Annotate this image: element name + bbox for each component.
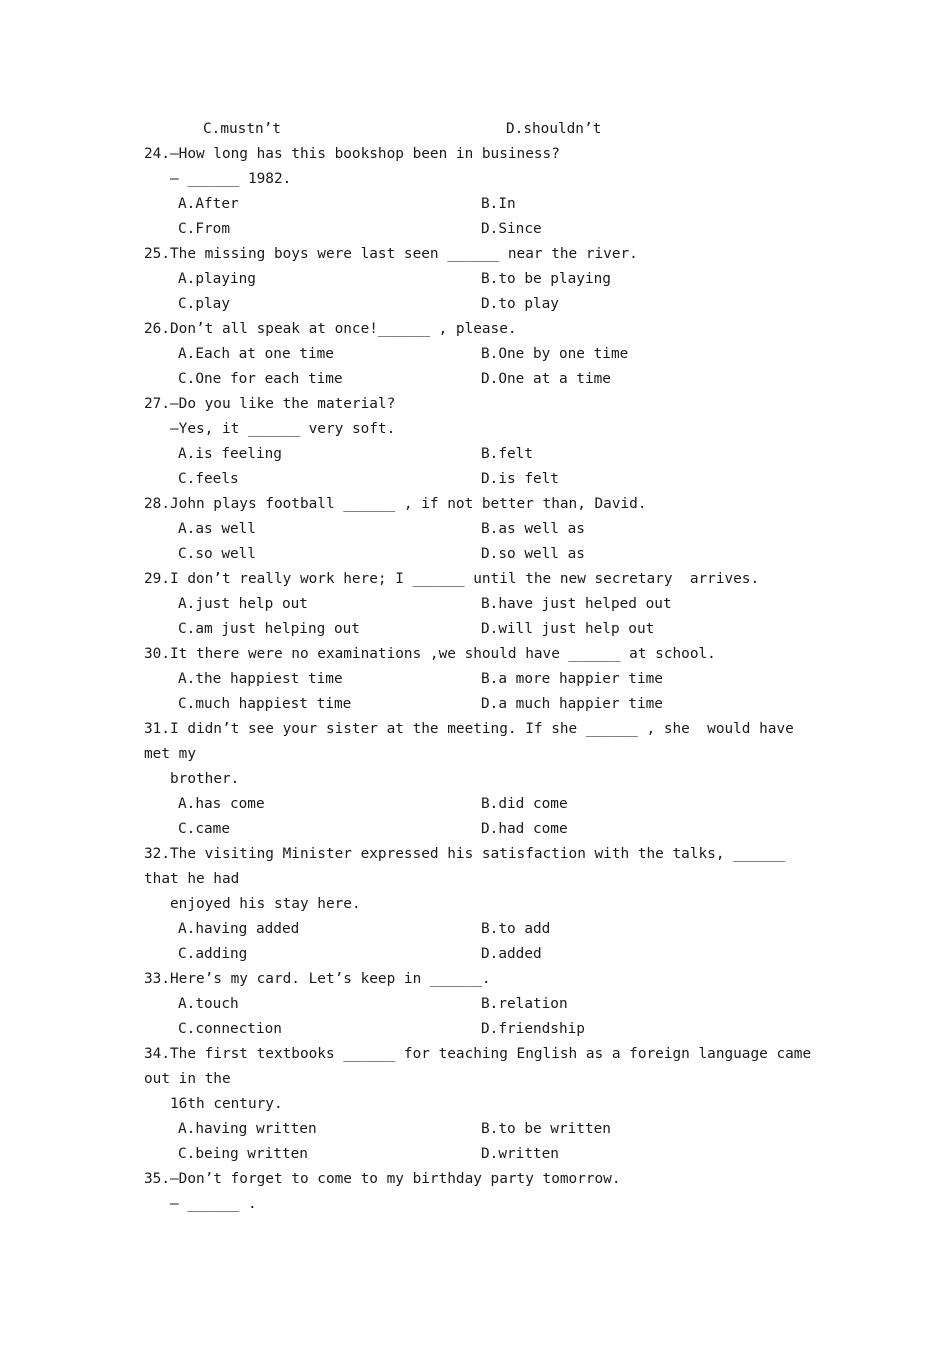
option-right: B.as well as (481, 521, 585, 537)
option-right: B.felt (481, 446, 533, 462)
question-line: 26.Don’t all speak at once!______ , please. (144, 321, 517, 337)
question-line: 33.Here’s my card. Let’s keep in ______. (144, 971, 491, 987)
option-left: C.play (178, 296, 230, 312)
question-line: 32.The visiting Minister expressed his satisfaction with the talks, ______ (144, 846, 786, 862)
answer-line: — ______ . (170, 1196, 257, 1212)
option-right: B.a more happier time (481, 671, 663, 687)
answer-line: — ______ 1982. (170, 171, 292, 187)
option-right: D.will just help out (481, 621, 655, 637)
continuation-line: brother. (170, 771, 240, 787)
option-right: B.to add (481, 921, 551, 937)
option-left: C.being written (178, 1146, 308, 1162)
option-right: B.have just helped out (481, 596, 672, 612)
option-left: A.having written (178, 1121, 317, 1137)
question-line: 35.—Don’t forget to come to my birthday party tomorrow. (144, 1171, 621, 1187)
option-left: A.Each at one time (178, 346, 334, 362)
option-right: D.Since (481, 221, 542, 237)
option-left: A.playing (178, 271, 256, 287)
option-right: D.to play (481, 296, 559, 312)
option-right: D.One at a time (481, 371, 611, 387)
option-left: A.has come (178, 796, 265, 812)
option-left: A.as well (178, 521, 256, 537)
answer-line: —Yes, it ______ very soft. (170, 421, 396, 437)
option-right: B.did come (481, 796, 568, 812)
question-line: out in the (144, 1071, 231, 1087)
question-line: 28.John plays football ______ , if not better than, David. (144, 496, 647, 512)
option-left: A.having added (178, 921, 300, 937)
option-right: D.had come (481, 821, 568, 837)
option-right: B.In (481, 196, 516, 212)
option-left: C.connection (178, 1021, 282, 1037)
question-line: 24.—How long has this bookshop been in business? (144, 146, 560, 162)
continuation-line: enjoyed his stay here. (170, 896, 361, 912)
option-left: A.After (178, 196, 239, 212)
option-right: B.to be written (481, 1121, 611, 1137)
question-line: 34.The first textbooks ______ for teaching English as a foreign language came (144, 1046, 812, 1062)
option-right: D.written (481, 1146, 559, 1162)
continuation-line: 16th century. (170, 1096, 283, 1112)
option-left: A.the happiest time (178, 671, 343, 687)
option-left: C.came (178, 821, 230, 837)
option-right: B.relation (481, 996, 568, 1012)
option-left: C.am just helping out (178, 621, 360, 637)
question-line: 25.The missing boys were last seen ______ near the river. (144, 246, 638, 262)
option-right: D.is felt (481, 471, 559, 487)
option-right: B.to be playing (481, 271, 611, 287)
question-line: 27.—Do you like the material? (144, 396, 396, 412)
option-left: A.just help out (178, 596, 308, 612)
question-line: met my (144, 746, 196, 762)
option-left: A.is feeling (178, 446, 282, 462)
option-right: B.One by one time (481, 346, 629, 362)
question-line: 31.I didn’t see your sister at the meeting. If she ______ , she would have (144, 721, 794, 737)
option-right: D.friendship (481, 1021, 585, 1037)
option-left: C.much happiest time (178, 696, 352, 712)
option-left: C.adding (178, 946, 248, 962)
question-line: 30.It there were no examinations ,we should have ______ at school. (144, 646, 716, 662)
option-left: A.touch (178, 996, 239, 1012)
question-line: that he had (144, 871, 240, 887)
option-left: C.feels (178, 471, 239, 487)
option-right: D.added (481, 946, 542, 962)
option-right: D.shouldn’t (506, 121, 602, 137)
option-right: D.so well as (481, 546, 585, 562)
question-line: 29.I don’t really work here; I ______ until the new secretary arrives. (144, 571, 760, 587)
option-left: C.mustn’t (203, 121, 281, 137)
option-left: C.One for each time (178, 371, 343, 387)
option-right: D.a much happier time (481, 696, 663, 712)
option-left: C.From (178, 221, 230, 237)
option-left: C.so well (178, 546, 256, 562)
